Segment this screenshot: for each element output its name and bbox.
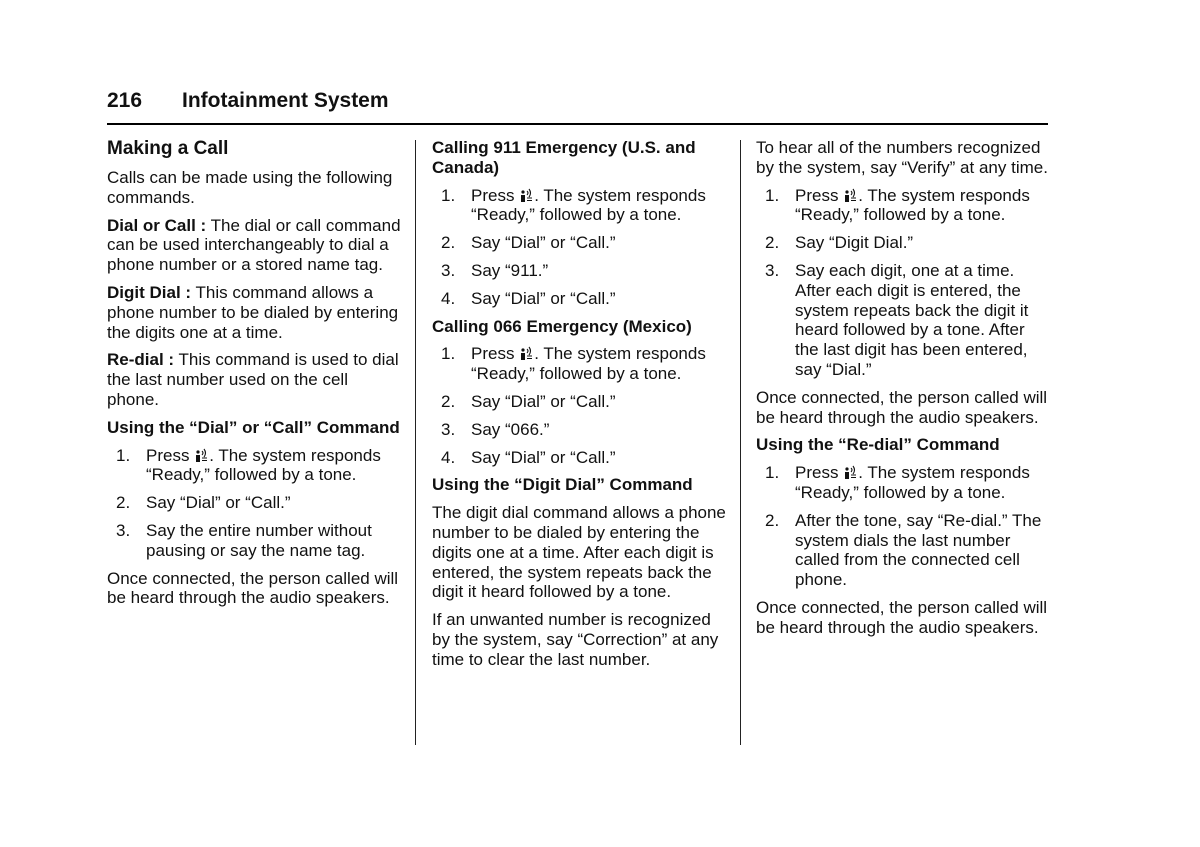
step-number: 2. bbox=[765, 233, 780, 253]
verify-paragraph: To hear all of the numbers recognized by the system, say “Verify” at any time. bbox=[756, 138, 1048, 177]
step-number: 1. bbox=[765, 185, 780, 205]
step-text-before: Press bbox=[795, 463, 844, 483]
step-number: 4. bbox=[441, 288, 456, 308]
steps-calling-066 bbox=[432, 344, 728, 467]
steps-re-dial bbox=[756, 463, 1048, 590]
step-number: 2. bbox=[441, 391, 456, 411]
step-text-before: Press bbox=[146, 445, 195, 465]
list-item bbox=[756, 511, 1048, 590]
definition-text: This command allows a phone number to be dialed by entering the digits one at a time. bbox=[107, 282, 399, 342]
step-text: Say “Digit Dial.” bbox=[795, 233, 914, 253]
step-number: 4. bbox=[441, 447, 456, 467]
step-text: After the tone, say “Re-dial.” The system dials the last number called from the connected cell phone. bbox=[795, 510, 1042, 590]
heading-digit-dial-command: Using the “Digit Dial” Command bbox=[432, 475, 693, 495]
list-item bbox=[756, 186, 1048, 226]
step-number: 3. bbox=[441, 260, 456, 280]
definition-term: Dial or Call : bbox=[107, 215, 207, 235]
step-text: Say the entire number without pausing or say the name tag. bbox=[146, 520, 372, 560]
step-number: 1. bbox=[441, 185, 456, 205]
step-number: 1. bbox=[441, 344, 456, 364]
closing-paragraph: Once connected, the person called will be heard through the audio speakers. bbox=[107, 568, 399, 608]
step-text: Say “911.” bbox=[471, 260, 549, 280]
list-item bbox=[432, 261, 728, 281]
column-3 bbox=[756, 138, 1048, 646]
heading-making-a-call: Making a Call bbox=[107, 138, 229, 159]
step-number: 3. bbox=[116, 520, 131, 540]
step-text-after: . The system responds “Ready,” followed by a tone. bbox=[795, 185, 1030, 225]
step-text-before: Press bbox=[795, 185, 844, 205]
step-text-after: . The system responds “Ready,” followed by a tone. bbox=[795, 463, 1030, 502]
list-item bbox=[432, 233, 728, 253]
step-text: Say “Dial” or “Call.” bbox=[146, 493, 291, 513]
list-item bbox=[432, 289, 728, 309]
list-item bbox=[432, 448, 728, 468]
step-text-after: . The system responds “Ready,” followed by a tone. bbox=[471, 344, 706, 384]
section-title: Infotainment System bbox=[182, 89, 389, 112]
list-item bbox=[107, 493, 403, 513]
step-text: Say “Dial” or “Call.” bbox=[471, 288, 616, 308]
definition-re-dial bbox=[107, 350, 403, 409]
list-item bbox=[756, 261, 1048, 380]
column-divider bbox=[740, 140, 741, 745]
step-number: 1. bbox=[116, 445, 131, 465]
heading-dial-or-call-command: Using the “Dial” or “Call” Command bbox=[107, 417, 400, 437]
step-text-before: Press bbox=[471, 185, 520, 205]
closing-paragraph: Once connected, the person called will be heard through the audio speakers. bbox=[756, 597, 1048, 637]
step-text-before: Press bbox=[471, 344, 520, 364]
list-item bbox=[107, 446, 403, 486]
list-item bbox=[756, 463, 1048, 503]
push-to-talk-voice-icon bbox=[844, 186, 858, 204]
step-number: 1. bbox=[765, 463, 780, 483]
connected-paragraph: Once connected, the person called will be heard through the audio speakers. bbox=[756, 387, 1048, 427]
column-divider bbox=[415, 140, 416, 745]
page-header bbox=[107, 89, 1048, 125]
list-item bbox=[432, 392, 728, 412]
column-2 bbox=[432, 138, 728, 678]
heading-calling-066: Calling 066 Emergency (Mexico) bbox=[432, 316, 692, 336]
step-number: 2. bbox=[116, 493, 131, 513]
list-item bbox=[432, 186, 728, 226]
step-number: 2. bbox=[441, 233, 456, 253]
push-to-talk-voice-icon bbox=[520, 344, 534, 362]
page-number: 216 bbox=[107, 89, 143, 112]
column-1 bbox=[107, 138, 403, 616]
step-text: Say each digit, one at a time. After each digit is entered, the system repeats back the digit it heard followed by a tone. After the last digit has been entered, say “Dial.” bbox=[795, 260, 1029, 379]
push-to-talk-voice-icon bbox=[844, 463, 858, 481]
push-to-talk-voice-icon bbox=[195, 446, 209, 464]
intro-paragraph: Calls can be made using the following commands. bbox=[107, 168, 393, 207]
step-number: 2. bbox=[765, 510, 780, 530]
steps-digit-dial bbox=[756, 186, 1048, 380]
heading-calling-911: Calling 911 Emergency (U.S. and Canada) bbox=[432, 138, 696, 177]
step-text: Say “066.” bbox=[471, 419, 550, 439]
definition-text: This command is used to dial the last number used on the cell phone. bbox=[107, 350, 399, 409]
push-to-talk-voice-icon bbox=[520, 186, 534, 204]
list-item bbox=[432, 420, 728, 440]
step-number: 3. bbox=[765, 260, 780, 280]
step-text-after: . The system responds “Ready,” followed by a tone. bbox=[146, 445, 381, 485]
list-item bbox=[756, 233, 1048, 253]
heading-re-dial-command: Using the “Re-dial” Command bbox=[756, 435, 1000, 455]
definition-term: Digit Dial : bbox=[107, 282, 192, 302]
step-text: Say “Dial” or “Call.” bbox=[471, 233, 616, 253]
step-text: Say “Dial” or “Call.” bbox=[471, 391, 616, 411]
correction-paragraph: If an unwanted number is recognized by the system, say “Correction” at any time to clear the last number. bbox=[432, 610, 719, 669]
steps-calling-911 bbox=[432, 186, 728, 309]
definition-text: The dial or call command can be used interchangeably to dial a phone number or a stored name tag. bbox=[107, 215, 401, 275]
step-text-after: . The system responds “Ready,” followed by a tone. bbox=[471, 185, 706, 225]
list-item bbox=[432, 344, 728, 384]
definition-term: Re-dial : bbox=[107, 350, 175, 370]
digit-dial-paragraph: The digit dial command allows a phone number to be dialed by entering the digits one at a time. After each digit is entered, the system repeats back the digit it heard followed by a tone. bbox=[432, 503, 726, 602]
step-number: 3. bbox=[441, 419, 456, 439]
definition-digit-dial bbox=[107, 283, 403, 342]
steps-dial-or-call bbox=[107, 446, 403, 561]
list-item bbox=[107, 521, 403, 561]
definition-dial-or-call bbox=[107, 216, 403, 275]
step-text: Say “Dial” or “Call.” bbox=[471, 447, 616, 467]
